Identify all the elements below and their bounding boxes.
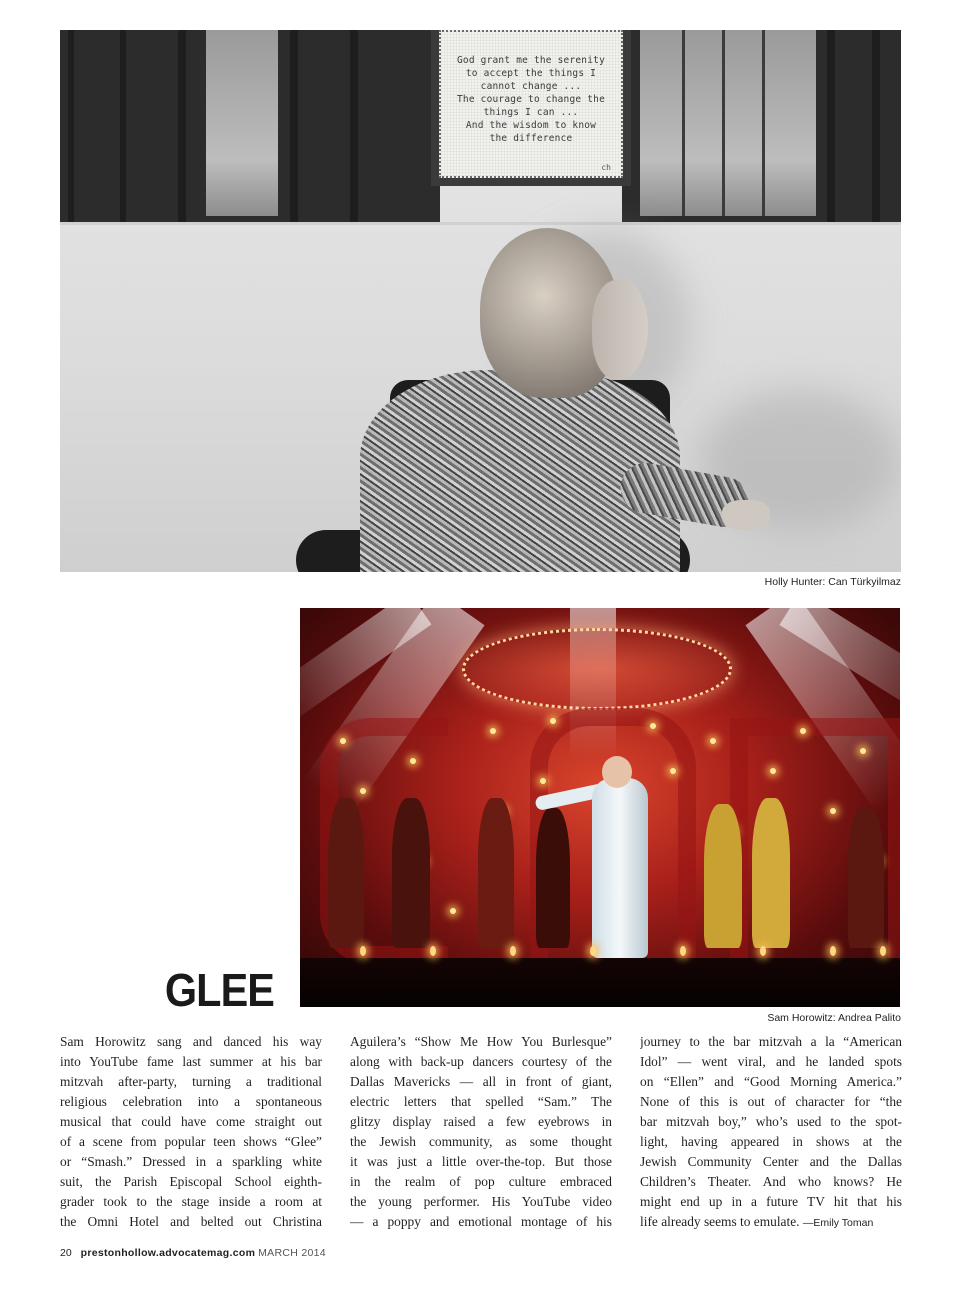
text-line: None of this is out of character for “the xyxy=(640,1094,902,1109)
backup-dancer xyxy=(478,798,514,948)
sampler-line: God grant me the serenity xyxy=(457,55,605,66)
sampler-line: the difference xyxy=(489,133,573,144)
text-line: Aguilera’s “Show Me How You Burlesque” xyxy=(350,1034,612,1049)
text-line: of a scene from popular teen shows “Glee” xyxy=(60,1134,322,1149)
page-footer xyxy=(60,1247,326,1259)
text-line: into YouTube fame last summer at his bar xyxy=(60,1054,322,1069)
stage-chandelier xyxy=(462,628,732,710)
backup-dancer xyxy=(752,798,790,948)
sam-horowitz-stage-photo xyxy=(300,608,900,1007)
sampler-initials: ch xyxy=(601,163,611,172)
text-line: Idol” — went viral, and he landed spots xyxy=(640,1054,902,1069)
text-line: — a poppy and emotional montage of his xyxy=(350,1214,612,1229)
sampler-line: cannot change ... xyxy=(480,81,582,92)
article-column-1 xyxy=(60,1032,322,1232)
text-line: journey to the bar mitzvah a la “American xyxy=(640,1034,902,1049)
backup-dancer xyxy=(536,808,570,948)
article-headline: GLEE xyxy=(164,964,274,1016)
text-line-final-text: life already seems to emulate. xyxy=(640,1214,800,1229)
stage-floor xyxy=(300,958,900,1007)
text-line: musical that could have come straight out xyxy=(60,1114,322,1129)
text-line: might end up in a future TV hit that his xyxy=(640,1194,902,1209)
text-line: electric letters that spelled “Sam.” The xyxy=(350,1094,612,1109)
text-line: light, having appeared in shows at the xyxy=(640,1134,902,1149)
text-line: or “Smash.” Dressed in a sparkling white xyxy=(60,1154,322,1169)
photo-caption-sam-horowitz: Sam Horowitz: Andrea Palito xyxy=(767,1012,901,1024)
text-line: Sam Horowitz sang and danced his way xyxy=(60,1034,322,1049)
backup-dancer xyxy=(328,798,364,948)
site-url[interactable]: prestonhollow.advocatemag.com xyxy=(80,1247,256,1259)
sampler-line: things I can ... xyxy=(483,107,579,118)
holly-hunter-photo xyxy=(60,30,901,572)
text-line: Dallas Mavericks — all in front of giant, xyxy=(350,1074,612,1089)
sampler-line: to accept the things I xyxy=(465,68,597,79)
text-line: the Omni Hotel and belted out Christina xyxy=(60,1214,322,1229)
text-line: suit, the Parish Episcopal School eighth- xyxy=(60,1174,322,1189)
text-line: mitzvah after-party, turning a traditional xyxy=(60,1074,322,1089)
text-line: the Jewish community, as some thought xyxy=(350,1134,612,1149)
article-column-2 xyxy=(350,1032,612,1232)
window-left xyxy=(60,30,440,222)
text-line-final xyxy=(640,1212,902,1232)
window-right xyxy=(622,30,901,222)
text-line: along with back-up dancers courtesy of the xyxy=(350,1054,612,1069)
issue-date: MARCH 2014 xyxy=(258,1247,326,1259)
serenity-prayer-sampler xyxy=(431,30,631,186)
text-line: in the realm of pop culture embraced xyxy=(350,1174,612,1189)
sampler-line: The courage to change the xyxy=(457,94,605,105)
text-line: grader took to the stage inside a room at xyxy=(60,1194,322,1209)
sampler-line: And the wisdom to know xyxy=(465,120,597,131)
text-line: Jewish Community Center and the Dallas xyxy=(640,1154,902,1169)
sam-horowitz-figure xyxy=(592,778,648,958)
text-line: glitzy display raised a few eyebrows in xyxy=(350,1114,612,1129)
text-line: religious celebration into a spontaneous xyxy=(60,1094,322,1109)
text-line: bar mitzvah boy,” who’s used to the spot- xyxy=(640,1114,902,1129)
backup-dancer xyxy=(704,804,742,948)
text-line: on “Ellen” and “Good Morning America.” xyxy=(640,1074,902,1089)
author-byline: —Emily Toman xyxy=(802,1217,874,1229)
article-column-3 xyxy=(640,1032,902,1232)
backup-dancer xyxy=(848,808,884,948)
photo-caption-holly-hunter: Holly Hunter: Can Türkyilmaz xyxy=(764,576,901,588)
text-line: the young performer. His YouTube video xyxy=(350,1194,612,1209)
text-line: Children’s Theater. And who knows? He xyxy=(640,1174,902,1189)
backup-dancer xyxy=(392,798,430,948)
text-line: it was just a little over-the-top. But those xyxy=(350,1154,612,1169)
page-number: 20 xyxy=(60,1247,72,1259)
